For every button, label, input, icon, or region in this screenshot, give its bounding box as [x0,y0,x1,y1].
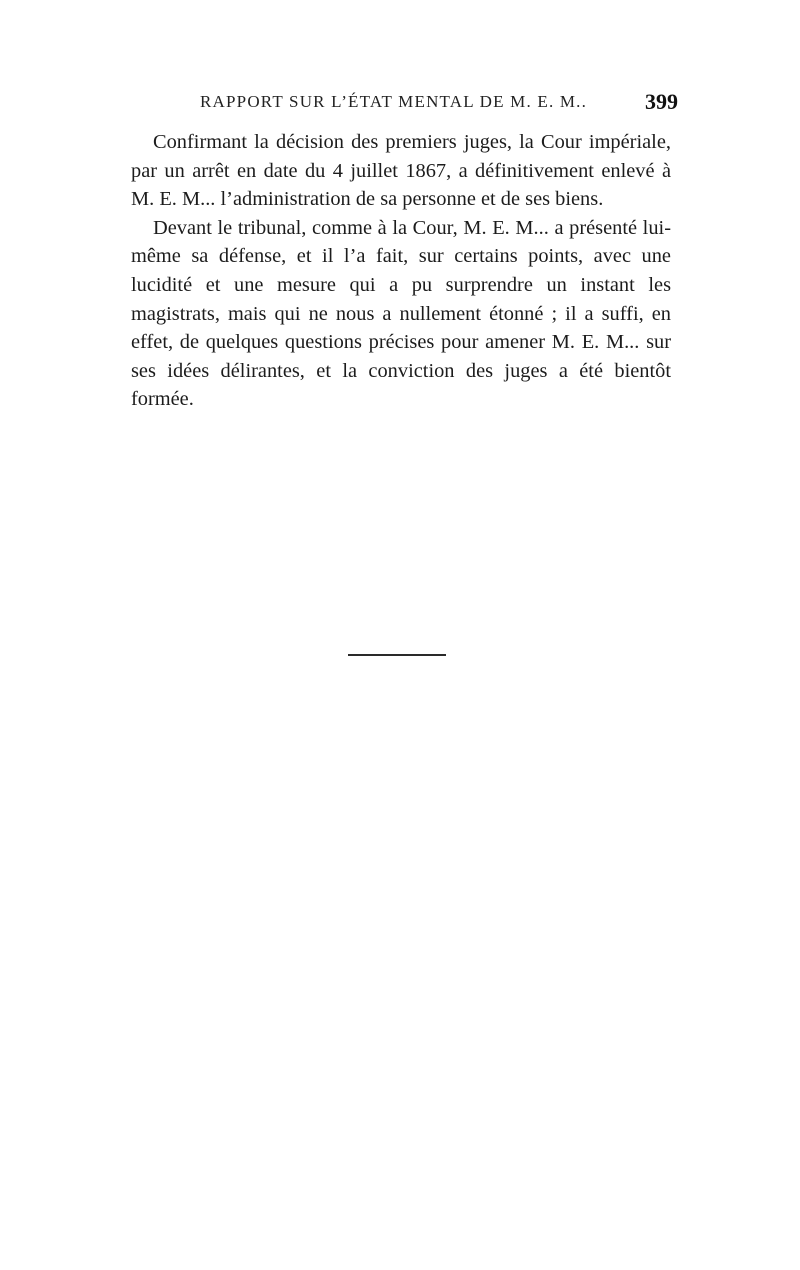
running-title: RAPPORT SUR L’ÉTAT MENTAL DE M. E. M.. [200,92,588,111]
body-text [131,128,671,414]
running-header [134,89,684,120]
page-number: 399 [645,89,678,114]
section-end-rule [348,654,446,656]
paragraph-court-decision: Confirmant la décision des premiers juges, la Cour impériale, par un arrêt en date du 4 juillet 1867, a définitivement enlevé à M. E. M... l’administration de sa personne et de ses biens. [131,131,671,211]
paragraph-defense: Devant le tribunal, comme à la Cour, M. E. M... a présenté lui-même sa défense, et il l’a fait, sur certains points, avec une lucidité et une mesure qui a pu surprendre un instant les magistrats, mais qui ne nous a nullement étonné ; il a suffi, en effet, de quelques questions précises pour amener M. E. M... sur ses idées délirantes, et la conviction des juges a été bientôt formée. [131,216,671,411]
